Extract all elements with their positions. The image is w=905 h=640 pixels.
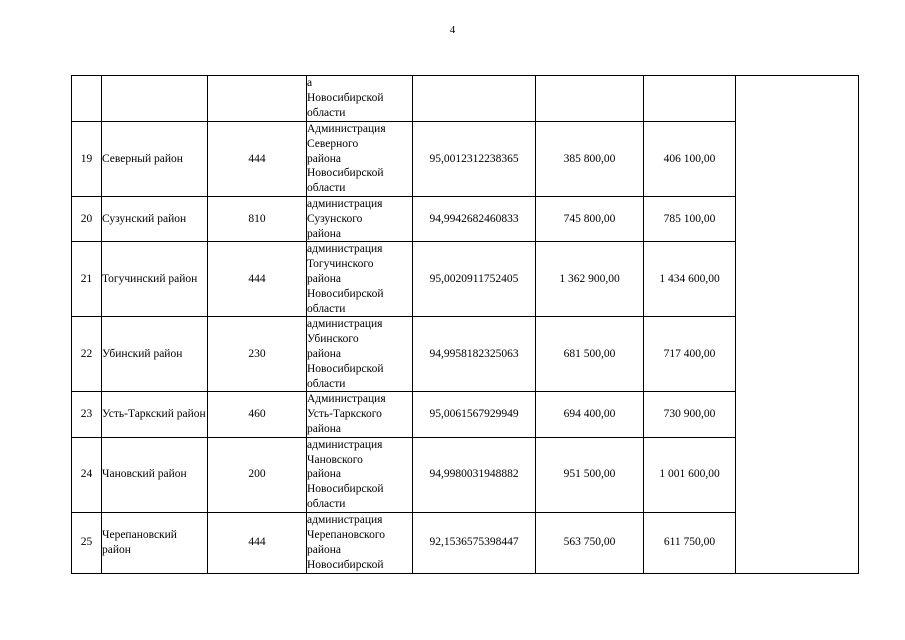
administration-line: Администрация: [307, 123, 386, 135]
percentage-cell: 95,0020911752405: [413, 242, 536, 317]
amount1-cell: 951 500,00: [536, 437, 644, 512]
row-number-cell: 23: [72, 392, 102, 437]
administration-line: Чановского: [307, 453, 363, 466]
administration-line: области: [307, 497, 346, 510]
district-name-cell: Усть-Таркский район: [102, 392, 208, 437]
amount2-cell: 611 750,00: [644, 512, 736, 573]
percentage-cell: 95,0061567929949: [413, 392, 536, 437]
amount2-cell: 1 434 600,00: [644, 242, 736, 317]
district-name-cell: Тогучинский район: [102, 242, 208, 317]
row-number-cell: 20: [72, 197, 102, 242]
code-cell: 444: [208, 512, 307, 573]
row-number-cell: 19: [72, 122, 102, 197]
administration-cell: [307, 122, 413, 197]
administration-cell: [307, 437, 413, 512]
administration-line: района: [307, 543, 342, 556]
administration-line: Новосибирской: [307, 287, 384, 300]
administration-line: администрация: [307, 243, 383, 256]
administration-line: администрация: [307, 514, 383, 527]
amount1-cell: 694 400,00: [536, 392, 644, 437]
amount1-cell: 745 800,00: [536, 197, 644, 242]
administration-line: Новосибирской: [307, 558, 384, 571]
administration-line: Усть-Таркского: [307, 408, 382, 421]
administration-line: области: [307, 302, 346, 315]
administration-cell: [307, 242, 413, 317]
administration-line: Администрация: [307, 393, 386, 406]
administration-line: Новосибирской: [307, 362, 384, 375]
code-cell: 460: [208, 392, 307, 437]
district-name-cell: Сузунский район: [102, 197, 208, 242]
administration-line: района: [307, 227, 342, 240]
administration-line: Новосибирской: [307, 92, 384, 105]
amount2-cell: 730 900,00: [644, 392, 736, 437]
administration-line: области: [307, 106, 346, 119]
percentage-cell: 92,1536575398447: [413, 512, 536, 573]
administration-line: Тогучинского: [307, 258, 374, 271]
amount2-cell: 785 100,00: [644, 197, 736, 242]
percentage-cell: 95,0012312238365: [413, 122, 536, 197]
administration-cell: [307, 76, 413, 122]
administration-line: области: [307, 377, 346, 390]
administration-line: Черепановского: [307, 528, 385, 541]
page-number: 4: [449, 24, 456, 36]
row-number-cell: 21: [72, 242, 102, 317]
administration-line: администрация: [307, 198, 383, 210]
amount1-cell: 1 362 900,00: [536, 242, 644, 317]
administration-line: района: [307, 152, 342, 165]
administration-line: района: [307, 422, 342, 435]
administration-line: района: [307, 347, 342, 360]
administration-line: района: [307, 272, 342, 285]
data-table: [71, 75, 859, 574]
table-row-continuation: [72, 76, 859, 122]
percentage-cell: 94,9942682460833: [413, 197, 536, 242]
code-cell: 230: [208, 317, 307, 392]
code-cell: 200: [208, 437, 307, 512]
district-name-cell: Убинский район: [102, 317, 208, 392]
administration-line: района: [307, 468, 342, 481]
percentage-cell: [413, 76, 536, 122]
amount2-cell: 1 001 600,00: [644, 437, 736, 512]
table-body: [72, 76, 859, 574]
percentage-cell: 94,9980031948882: [413, 437, 536, 512]
row-number-cell: [72, 76, 102, 122]
administration-cell: [307, 392, 413, 437]
district-name-cell: Чановский район: [102, 437, 208, 512]
district-name-cell: Черепановский район: [102, 512, 208, 573]
code-cell: [208, 76, 307, 122]
amount1-cell: 385 800,00: [536, 122, 644, 197]
administration-line: Новосибирской: [307, 483, 384, 496]
administration-line: Убинского: [307, 333, 359, 346]
administration-line: администрация: [307, 318, 383, 331]
row-number-cell: 25: [72, 512, 102, 573]
amount2-cell: [644, 76, 736, 122]
administration-line: Новосибирской: [307, 167, 384, 180]
amount2-cell: 406 100,00: [644, 122, 736, 197]
administration-cell: [307, 512, 413, 573]
amount1-cell: 681 500,00: [536, 317, 644, 392]
code-cell: 444: [208, 122, 307, 197]
amount2-cell: 717 400,00: [644, 317, 736, 392]
code-cell: 444: [208, 242, 307, 317]
row-number-cell: 24: [72, 437, 102, 512]
administration-cell: [307, 197, 413, 242]
amount1-cell: [536, 76, 644, 122]
row-number-cell: 22: [72, 317, 102, 392]
administration-line: Сузунского: [307, 212, 363, 225]
administration-cell: [307, 317, 413, 392]
amount1-cell: 563 750,00: [536, 512, 644, 573]
percentage-cell: 94,9958182325063: [413, 317, 536, 392]
code-cell: 810: [208, 197, 307, 242]
administration-line: а: [307, 77, 313, 90]
district-name-cell: Северный район: [102, 122, 208, 197]
administration-line: Северного: [307, 137, 359, 150]
district-name-cell: [102, 76, 208, 122]
administration-line: области: [307, 182, 346, 195]
administration-line: администрация: [307, 438, 383, 451]
empty-side-column: [736, 76, 859, 574]
